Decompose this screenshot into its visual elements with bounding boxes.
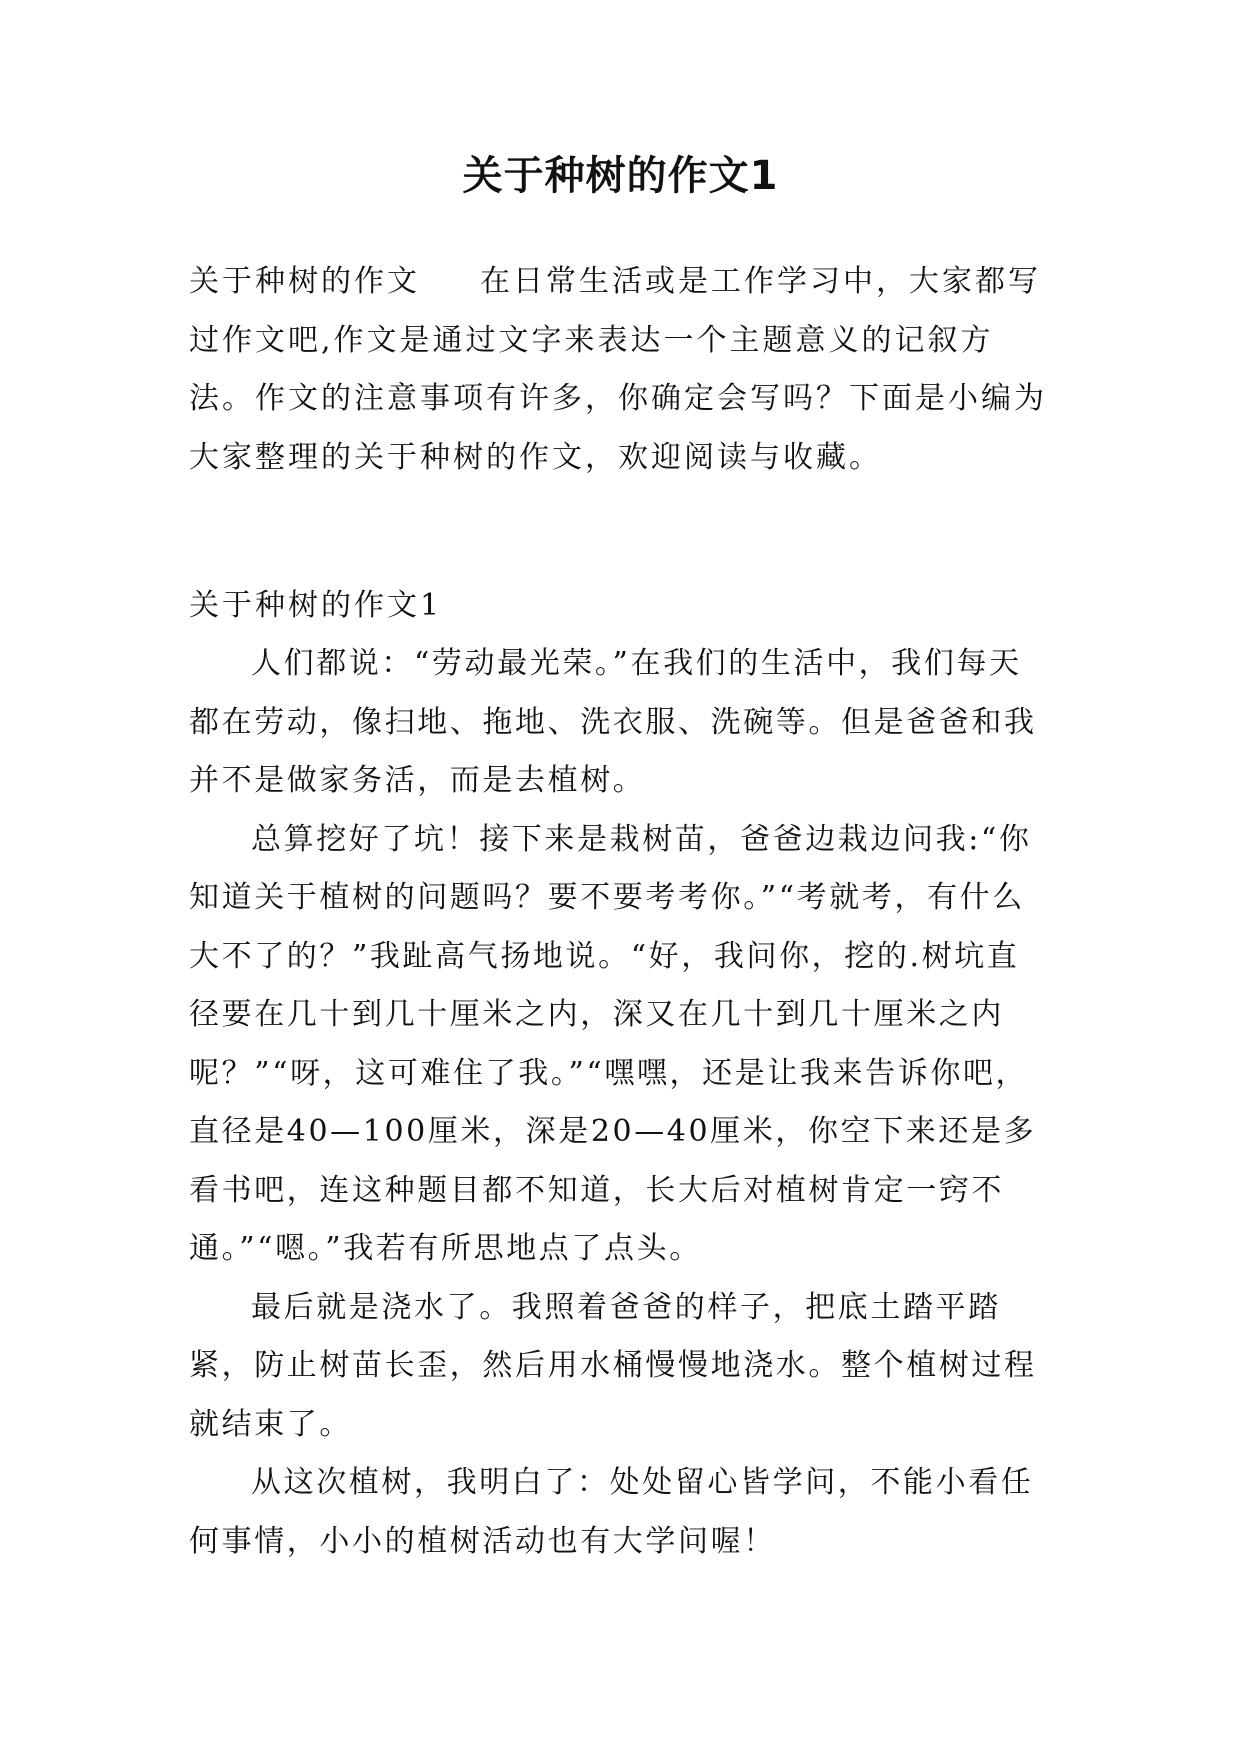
intro-text: 在日常生活或是工作学习中，大家都写过作文吧,作文是通过文字来表达一个主题意义的记叙方法。作文的注意事项有许多，你确定会写吗？下面是小编为大家整理的关于种树的作文，欢迎阅读与收藏。 [189, 264, 1047, 475]
essay-body [189, 635, 1051, 1571]
essay-paragraph-1: 人们都说：“劳动最光荣。”在我们的生活中，我们每天都在劳动，像扫地、拖地、洗衣服、洗碗等。但是爸爸和我并不是做家务活，而是去植树。 [189, 646, 1037, 798]
essay-paragraph-2: 总算挖好了坑！接下来是栽树苗，爸爸边栽边问我:“你知道关于植树的问题吗？要不要考考你。”“考就考，有什么大不了的？”我趾高气扬地说。“好，我问你，挖的.树坑直径要在几十到几十厘米之内，深又在几十到几十厘米之内呢？”“呀，这可难住了我。”“嘿嘿，还是让我来告诉你吧，直径是40—100厘米，深是20—40厘米，你空下来还是多看书吧，连这种题目都不知道，长大后对植树肯定一窍不通。”“嗯。”我若有所思地点了点头。 [189, 821, 1037, 1266]
intro-lead: 关于种树的作文 [189, 264, 420, 299]
essay-paragraph-4: 从这次植树，我明白了：处处留心皆学问，不能小看任何事情，小小的植树活动也有大学问喔！ [189, 1465, 1034, 1559]
essay-paragraph-3: 最后就是浇水了。我照着爸爸的样子，把底土踏平踏紧，防止树苗长歪，然后用水桶慢慢地浇水。整个植树过程就结束了。 [189, 1289, 1037, 1442]
section-heading: 关于种树的作文1 [189, 588, 443, 623]
document-title: 关于种树的作文1 [462, 153, 779, 199]
intro-paragraph [189, 253, 1051, 487]
